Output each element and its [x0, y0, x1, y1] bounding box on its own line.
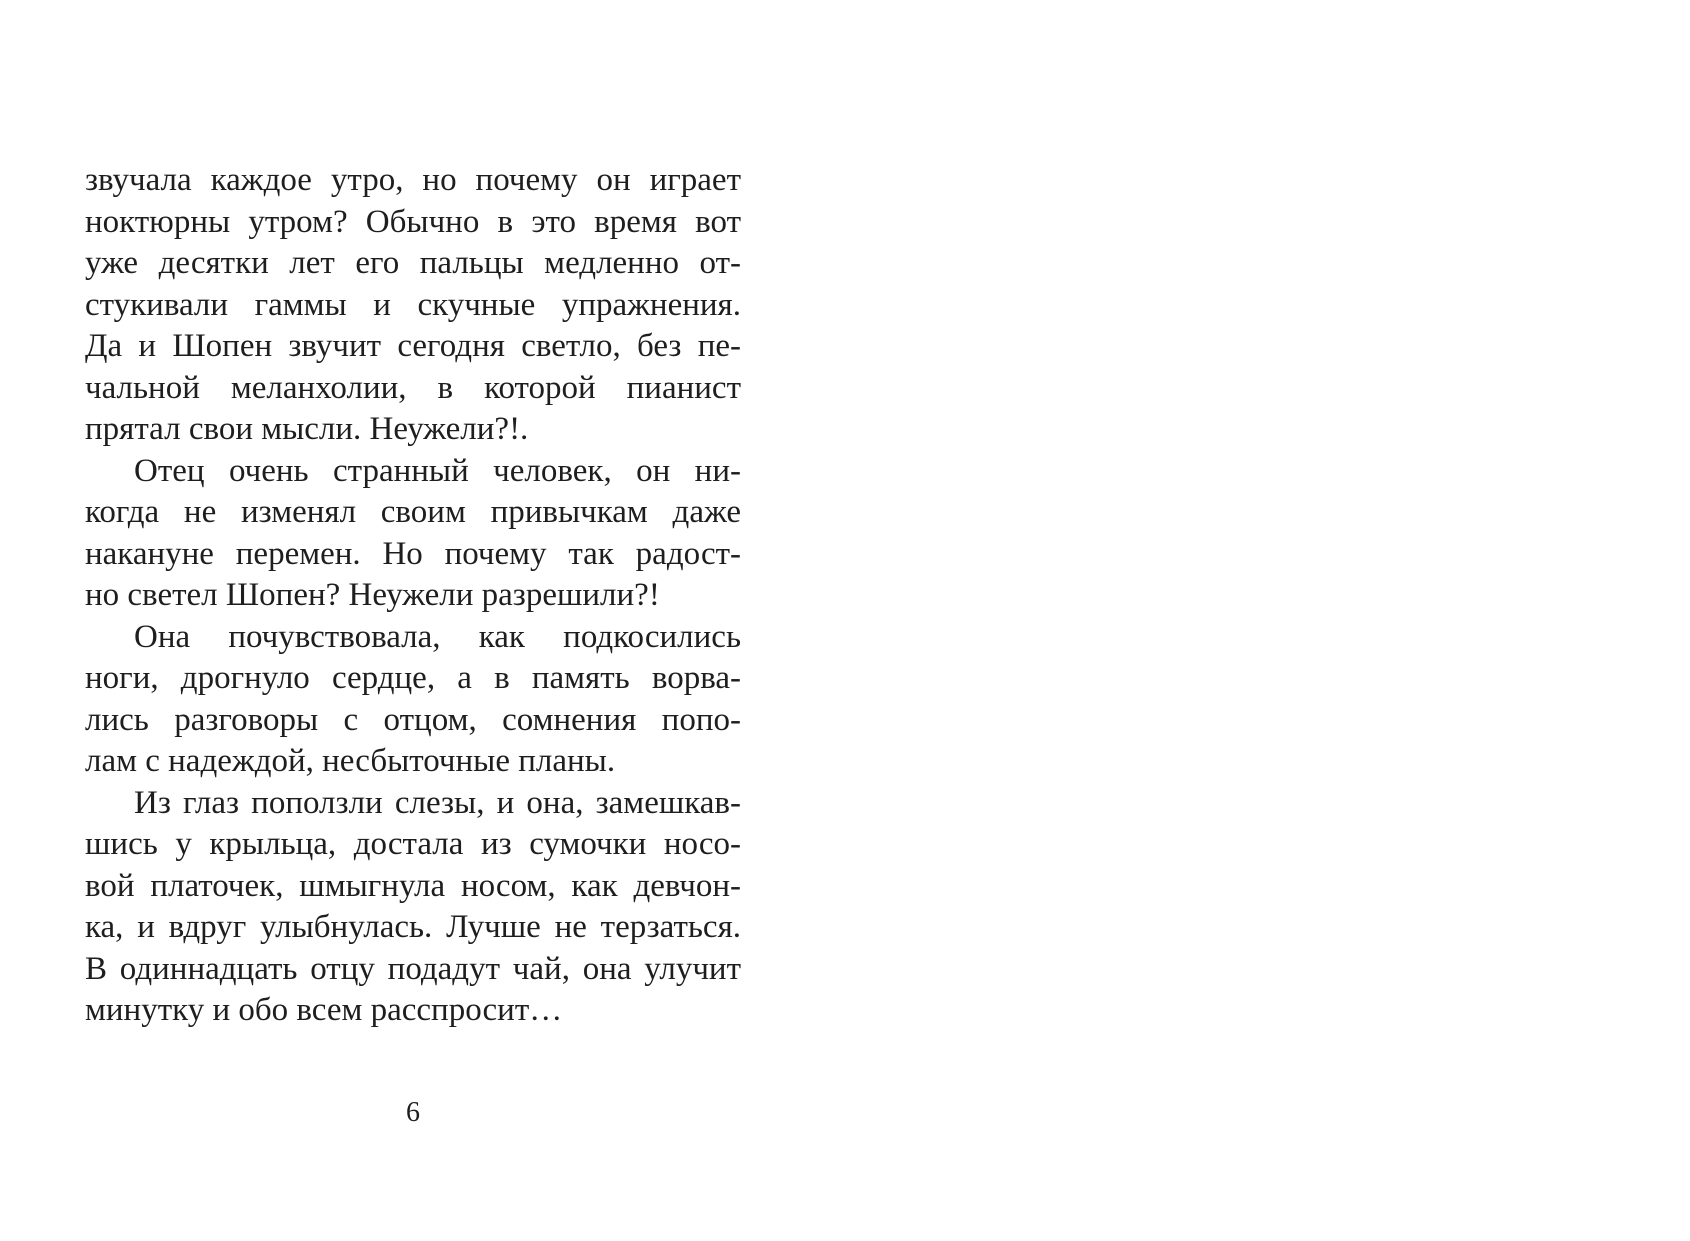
- text-line: шись у крыльца, достала из сумочки носо-: [85, 826, 741, 862]
- text-line: минутку и обо всем расспросит…: [85, 992, 563, 1028]
- right-page: [845, 0, 1690, 1241]
- text-line: ноги, дрогнуло сердце, а в память ворва-: [85, 660, 741, 696]
- text-line: звучала каждое утро, но почему он играет: [85, 162, 741, 198]
- text-line: чальной меланхолии, в которой пианист: [85, 369, 741, 406]
- text-line: Она почувствовала, как подкосились: [134, 618, 741, 655]
- text-line: Да и Шопен звучит сегодня светло, без пе-: [85, 328, 741, 364]
- text-line: Из глаз поползли слезы, и она, замешкав-: [134, 784, 741, 821]
- text-line: Отец очень странный человек, он ни-: [134, 452, 741, 489]
- text-line: ноктюрны утром? Обычно в это время вот: [85, 203, 741, 240]
- text-line: но светел Шопен? Неужели разрешили?!: [85, 577, 660, 613]
- text-line: В одиннадцать отцу подадут чай, она улучит: [85, 950, 741, 987]
- body-text: [85, 160, 741, 1032]
- text-line: лись разговоры с отцом, сомнения попо-: [85, 701, 741, 738]
- text-line: вой платочек, шмыгнула носом, как девчон-: [85, 867, 741, 904]
- text-line: лам с надеждой, несбыточные планы.: [85, 743, 616, 779]
- text-line: стукивали гаммы и скучные упражнения.: [85, 286, 741, 323]
- text-line: прятал свои мысли. Неужели?!.: [85, 411, 529, 447]
- page-number: 6: [406, 1097, 420, 1128]
- text-line: уже десятки лет его пальцы медленно от-: [85, 245, 741, 281]
- text-line: накануне перемен. Но почему так радост-: [85, 535, 741, 572]
- text-line: ка, и вдруг улыбнулась. Лучше не терзаться.: [85, 909, 741, 945]
- text-line: когда не изменял своим привычкам даже: [85, 494, 741, 530]
